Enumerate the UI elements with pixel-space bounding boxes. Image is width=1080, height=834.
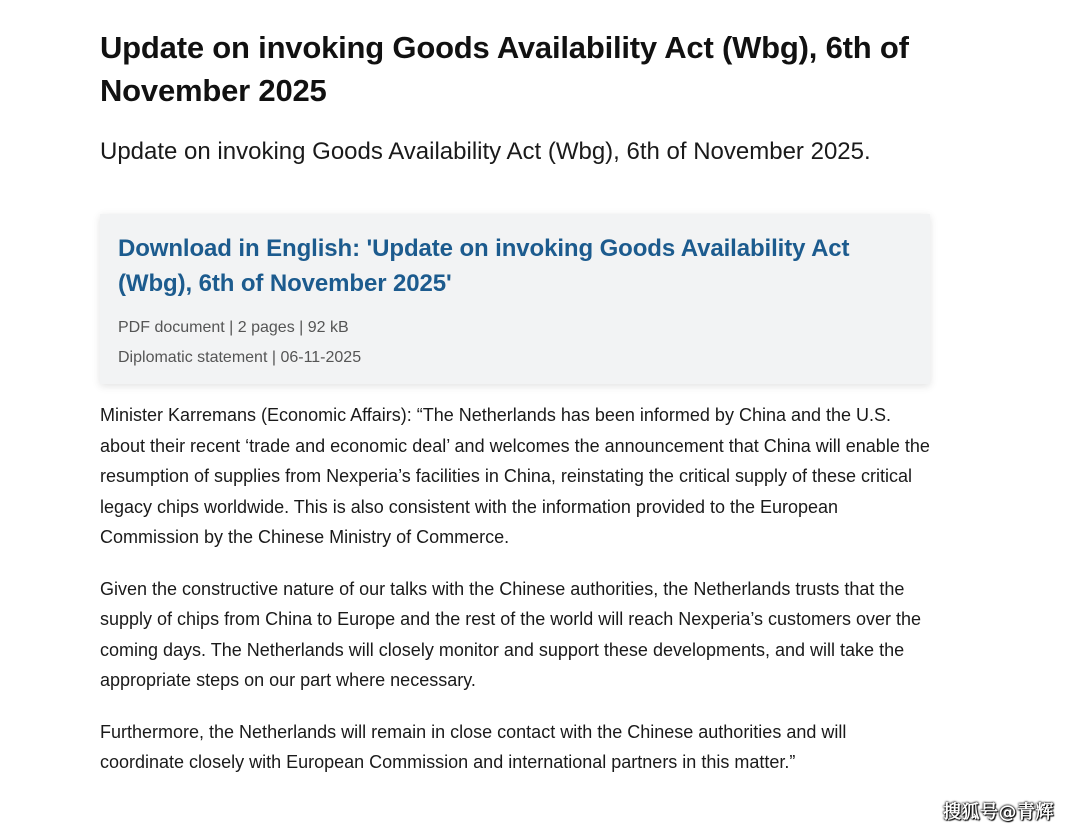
document-info: Diplomatic statement | 06-11-2025	[118, 349, 362, 366]
source-watermark: 搜狐号@青辉	[943, 802, 1054, 823]
paragraph-3: Furthermore, the Netherlands will remain in close contact with the Chinese authorities and will coordinate closely with European Commission and international partners in this matter.”	[100, 721, 847, 772]
article	[100, 26, 940, 799]
page-subtitle: Update on invoking Goods Availability Act (Wbg), 6th of November 2025.	[100, 138, 871, 165]
file-info: PDF document | 2 pages | 92 kB	[118, 319, 349, 336]
paragraph-1: Minister Karremans (Economic Affairs): “The Netherlands has been informed by China and the U.S. about their recent ‘trade and economic deal’ and welcomes the announcement that China will enable the resumption of supplies from Nexperia’s facilities in China, reinstating the critical supply of these critical legacy chips worldwide. This is also consistent with the information provided to the European Commission by the Chinese Ministry of Commerce.	[100, 405, 930, 547]
paragraph-2: Given the constructive nature of our talks with the Chinese authorities, the Netherlands trusts that the supply of chips from China to Europe and the rest of the world will reach Nexperia’s customers over the coming days. The Netherlands will closely monitor and support these developments, and will take the appropriate steps on our part where necessary.	[100, 578, 922, 690]
statement-body	[100, 400, 930, 778]
download-english-link[interactable]: Download in English: 'Update on invoking Goods Availability Act (Wbg), 6th of November 2025'	[118, 235, 850, 297]
download-card	[100, 214, 930, 384]
page-title: Update on invoking Goods Availability Act (Wbg), 6th of November 2025	[100, 30, 909, 108]
